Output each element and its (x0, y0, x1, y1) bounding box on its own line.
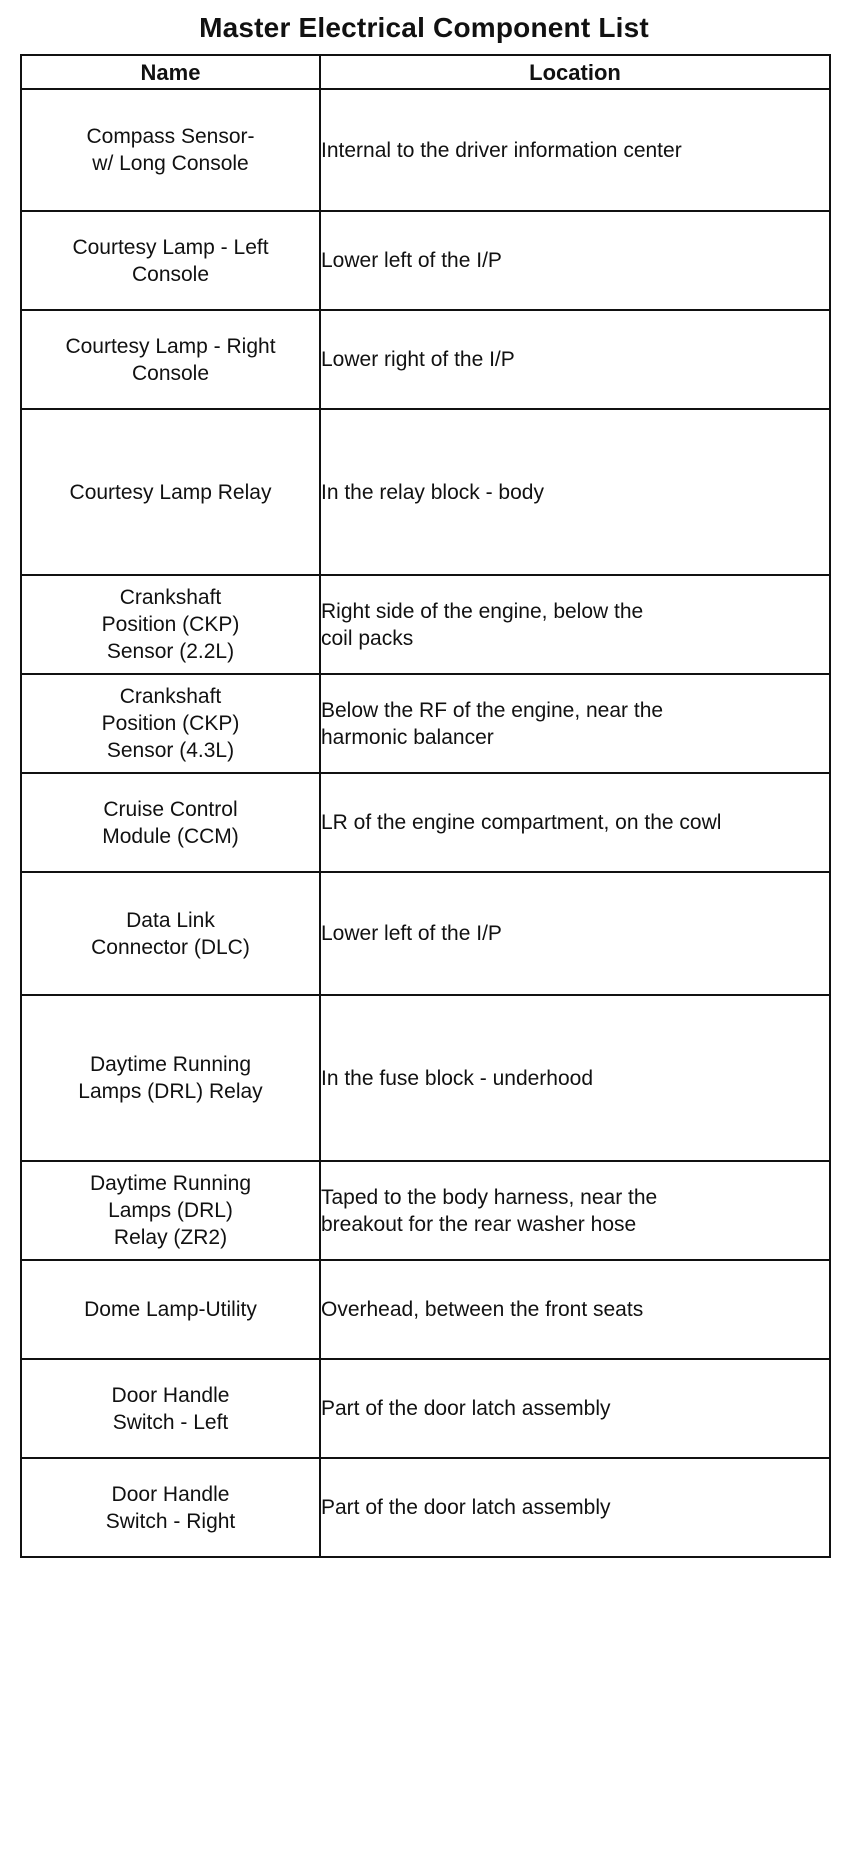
table-row (21, 995, 830, 1161)
component-name: Cruise Control Module (CCM) (21, 773, 320, 872)
table-row (21, 674, 830, 773)
table-header-row (21, 55, 830, 89)
column-header-location: Location (320, 55, 830, 89)
component-name: Courtesy Lamp Relay (21, 409, 320, 575)
component-name: Compass Sensor- w/ Long Console (21, 89, 320, 211)
component-location: In the relay block - body (320, 409, 830, 575)
table-row (21, 872, 830, 995)
component-location: Below the RF of the engine, near the harmonic balancer (320, 674, 830, 773)
table-row (21, 211, 830, 310)
component-location: Part of the door latch assembly (320, 1458, 830, 1557)
component-name: Courtesy Lamp - Left Console (21, 211, 320, 310)
table-row (21, 1161, 830, 1260)
table-row (21, 575, 830, 674)
column-header-name: Name (21, 55, 320, 89)
table-row (21, 773, 830, 872)
component-name: Door Handle Switch - Left (21, 1359, 320, 1458)
table-row (21, 1458, 830, 1557)
component-name: Data Link Connector (DLC) (21, 872, 320, 995)
table-row (21, 409, 830, 575)
table-row (21, 1359, 830, 1458)
component-location: LR of the engine compartment, on the cowl (320, 773, 830, 872)
component-location: Right side of the engine, below the coil packs (320, 575, 830, 674)
table-row (21, 310, 830, 409)
page-title: Master Electrical Component List (199, 12, 649, 43)
component-table (20, 54, 831, 1558)
table-row (21, 1260, 830, 1359)
component-location: Internal to the driver information center (320, 89, 830, 211)
component-location: Part of the door latch assembly (320, 1359, 830, 1458)
component-name: Crankshaft Position (CKP) Sensor (2.2L) (21, 575, 320, 674)
component-name: Crankshaft Position (CKP) Sensor (4.3L) (21, 674, 320, 773)
component-location: In the fuse block - underhood (320, 995, 830, 1161)
component-name: Courtesy Lamp - Right Console (21, 310, 320, 409)
component-name: Daytime Running Lamps (DRL) Relay (ZR2) (21, 1161, 320, 1260)
component-name: Door Handle Switch - Right (21, 1458, 320, 1557)
component-location: Lower right of the I/P (320, 310, 830, 409)
component-name: Daytime Running Lamps (DRL) Relay (21, 995, 320, 1161)
component-location: Lower left of the I/P (320, 211, 830, 310)
component-location: Overhead, between the front seats (320, 1260, 830, 1359)
table-row (21, 89, 830, 211)
component-location: Taped to the body harness, near the breakout for the rear washer hose (320, 1161, 830, 1260)
component-location: Lower left of the I/P (320, 872, 830, 995)
component-name: Dome Lamp-Utility (21, 1260, 320, 1359)
